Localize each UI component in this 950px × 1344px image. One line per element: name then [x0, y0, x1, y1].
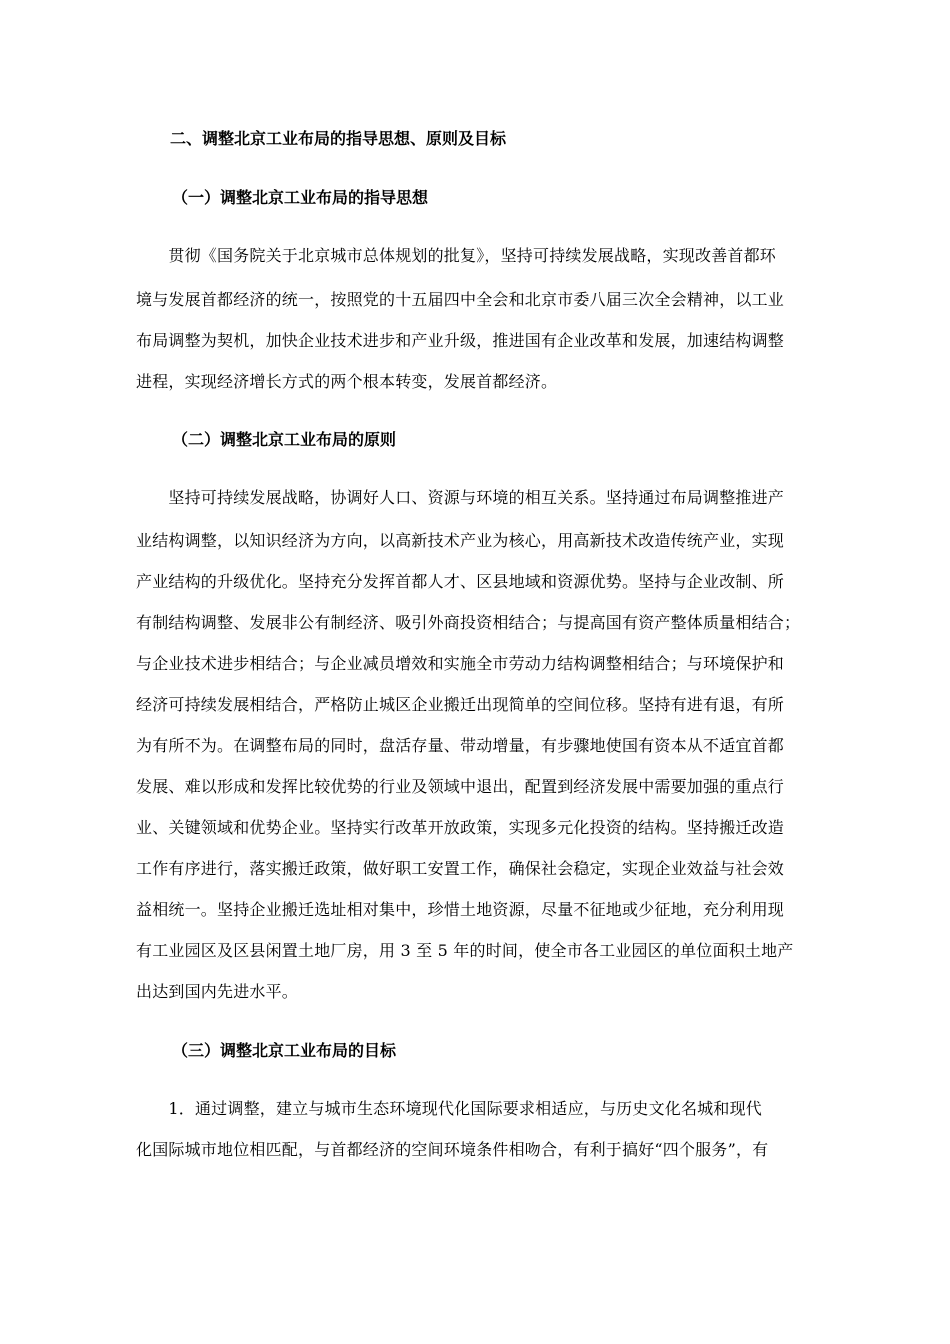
paragraph-2-line: 有工业园区及区县闲置土地厂房，用 3 至 5 年的时间，使全市各工业园区的单位面积土地产 [136, 941, 794, 960]
paragraph-2-line: 益相统一。坚持企业搬迁选址相对集中，珍惜土地资源，尽量不征地或少征地，充分利用现 [136, 900, 785, 919]
paragraph-2-line: 业结构调整，以知识经济为方向，以高新技术产业为核心，用高新技术改造传统产业，实现 [136, 531, 785, 550]
paragraph-2-line: 产业结构的升级优化。坚持充分发挥首都人才、区县地域和资源优势。坚持与企业改制、所 [136, 572, 785, 591]
paragraph-1-line: 布局调整为契机，加快企业技术进步和产业升级，推进国有企业改革和发展，加速结构调整 [136, 331, 785, 350]
paragraph-2-line: 为有所不为。在调整布局的同时，盘活存量、带动增量，有步骤地使国有资本从不适宜首都 [136, 736, 785, 755]
paragraph-2-line: 经济可持续发展相结合，严格防止城区企业搬迁出现简单的空间位移。坚持有进有退，有所 [136, 695, 785, 714]
paragraph-3-line: 1．通过调整，建立与城市生态环境现代化国际要求相适应，与历史文化名城和现代 [136, 1099, 762, 1118]
paragraph-2-line: 有制结构调整、发展非公有制经济、吸引外商投资相结合；与提高国有资产整体质量相结合； [136, 613, 801, 632]
paragraph-2-line: 发展、难以形成和发挥比较优势的行业及领域中退出，配置到经济发展中需要加强的重点行 [136, 777, 785, 796]
paragraph-2-line: 业、关键领域和优势企业。坚持实行改革开放政策，实现多元化投资的结构。坚持搬迁改造 [136, 818, 785, 837]
subsection-3-title: （三）调整北京工业布局的目标 [172, 1041, 397, 1060]
paragraph-2-line: 工作有序进行，落实搬迁政策，做好职工安置工作，确保社会稳定，实现企业效益与社会效 [136, 859, 785, 878]
subsection-2-title: （二）调整北京工业布局的原则 [172, 430, 397, 449]
paragraph-1-line: 境与发展首都经济的统一，按照党的十五届四中全会和北京市委八届三次全会精神，以工业 [136, 290, 785, 309]
paragraph-2-line: 出达到国内先进水平。 [136, 982, 299, 1001]
subsection-1-title: （一）调整北京工业布局的指导思想 [172, 188, 429, 207]
paragraph-2-line: 坚持可持续发展战略，协调好人口、资源与环境的相互关系。坚持通过布局调整推进产 [136, 488, 785, 507]
paragraph-3-line: 化国际城市地位相匹配，与首都经济的空间环境条件相吻合，有利于搞好“四个服务”，有 [136, 1140, 769, 1159]
section-title: 二、调整北京工业布局的指导思想、原则及目标 [170, 129, 507, 148]
paragraph-1-line: 贯彻《国务院关于北京城市总体规划的批复》，坚持可持续发展战略，实现改善首都环 [136, 246, 777, 265]
paragraph-2-line: 与企业技术进步相结合；与企业减员增效和实施全市劳动力结构调整相结合；与环境保护和 [136, 654, 785, 673]
paragraph-1-line: 进程，实现经济增长方式的两个根本转变，发展首都经济。 [136, 372, 558, 391]
